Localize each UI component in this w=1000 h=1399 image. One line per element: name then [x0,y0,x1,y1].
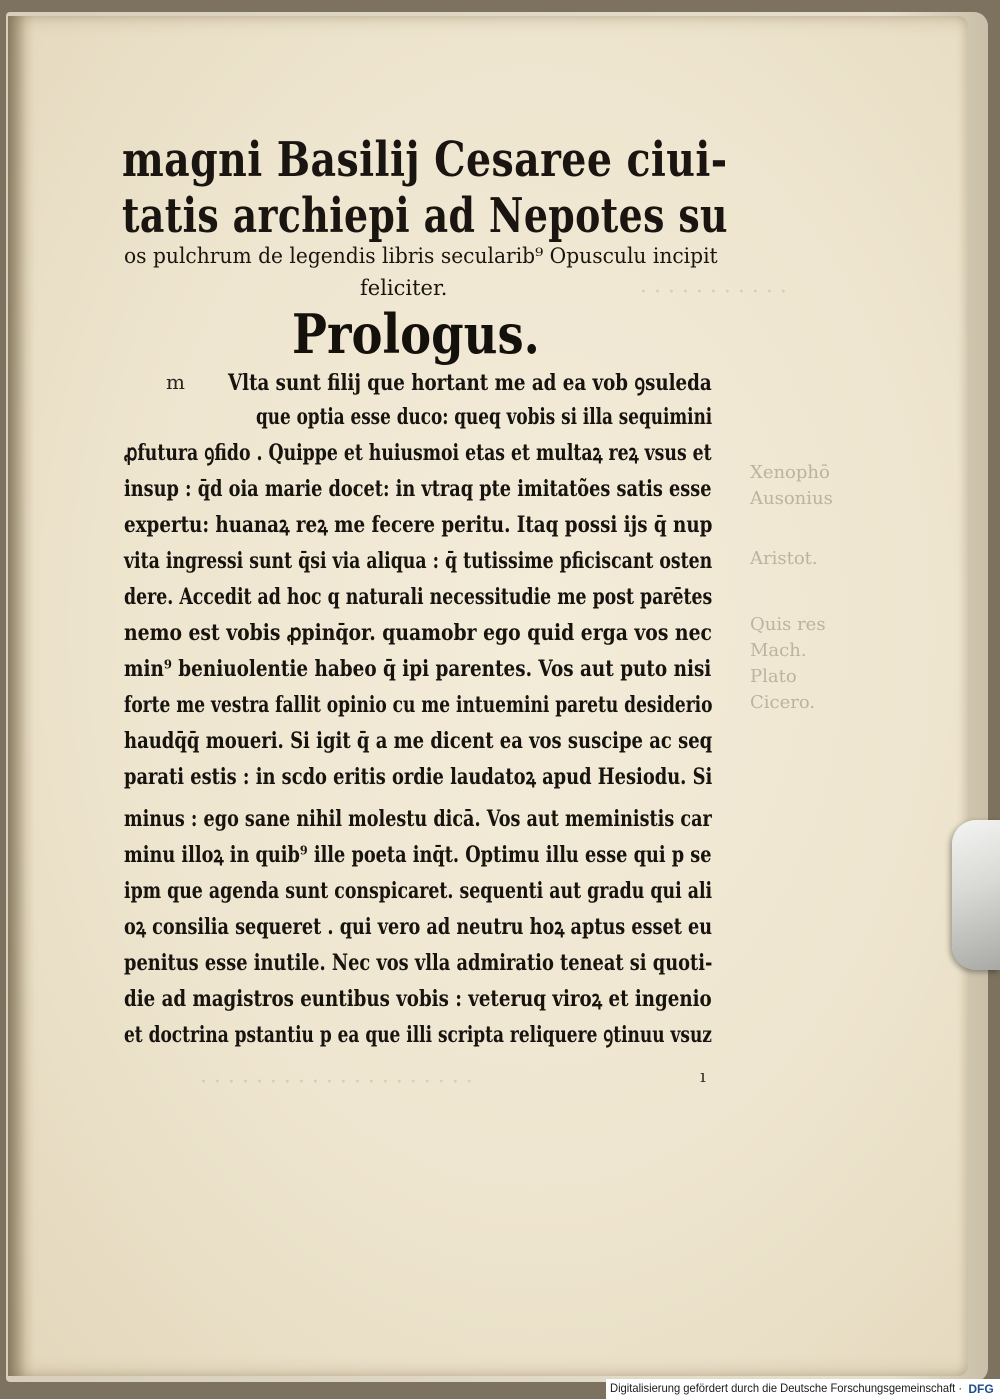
body-line: parati estis : in scdo eritis ordie laudatoꝝ apud Hesiodu. Si [124,764,713,790]
body-line: ꝓfutura ꝯfido . Quippe et huiusmoi etas et multaꝝ reꝝ vsus et [124,440,712,466]
body-line: min⁹ beniuolentie habeo q̄ ipi parentes. Vos aut puto nisi [124,656,712,682]
title-line-3: os pulchrum de legendis libris secularib⁹ Opusculu incipit [124,244,718,268]
body-line: nemo est vobis ꝓpinq̄or. quamobr ego quid erga vos nec [124,620,712,646]
body-line: ipm que agenda sunt conspicaret. sequenti aut gradu qui ali [124,878,713,904]
margin-note-ghost: Xenophō Ausonius Aristot. Quis res Mach. Plato Cicero. [750,462,833,713]
initial-guide-letter: m [166,370,185,394]
dfg-logo: DFG [968,1382,994,1396]
title-line-4: feliciter. [360,276,448,300]
body-line: Vlta sunt filij que hortant me ad ea vob ꝯsuleda [228,370,712,396]
body-line: et doctrina pstantiu p ea que illi scripta reliquere ꝯtinuu vsuz [124,1022,712,1048]
page-clip [952,820,1000,970]
body-line: expertu: huanaꝝ reꝝ me fecere peritu. Itaq possi ijs q̄ nup [124,512,713,538]
body-line: haudq̄q̄ moueri. Si igit q̄ a me dicent ea vos suscipe ac seq [124,728,713,754]
body-line: forte me vestra fallit opinio cu me intuemini paretu desiderio [124,692,713,718]
bleed-through-text: · · · · · · · · · · · [640,280,787,305]
body-line: insup : q̄d oia marie docet: in vtraq pte imitatões satis esse [124,476,712,502]
body-line: que optia esse duco: queq vobis si illa sequimini [256,404,713,430]
title-line-1: magni Basilij Cesaree ciui- [122,132,728,188]
body-line: vita ingressi sunt q̄si via aliqua : q̄ tutissime pficiscant osten [124,548,713,574]
body-line: dere. Accedit ad hoc q naturali necessitudie me post parētes [124,584,713,610]
prologue-heading: Prologus. [292,302,540,366]
title-line-2: tatis archiepi ad Nepotes su [122,188,728,244]
footer-credit: Digitalisierung gefördert durch die Deutsche Forschungsgemeinschaft · [610,1381,963,1395]
body-line: penitus esse inutile. Nec vos vlla admiratio teneat si quoti- [124,950,713,976]
body-line: minu illoꝝ in quib⁹ ille poeta inq̄t. Optimu illu esse qui p se [124,842,712,868]
body-line: die ad magistros euntibus vobis : veteruq viroꝝ et ingenio [124,986,712,1012]
catch-mark: ı [700,1066,706,1087]
bleed-through-text: · · · · · · · · · · · · · · · · · · · · [200,1070,473,1095]
body-line: minus : ego sane nihil molestu dicā. Vos aut meministis car [124,806,712,832]
page-gutter-shadow [8,16,34,1376]
body-line: oꝝ consilia sequeret . qui vero ad neutru hoꝝ aptus esset eu [124,914,713,940]
